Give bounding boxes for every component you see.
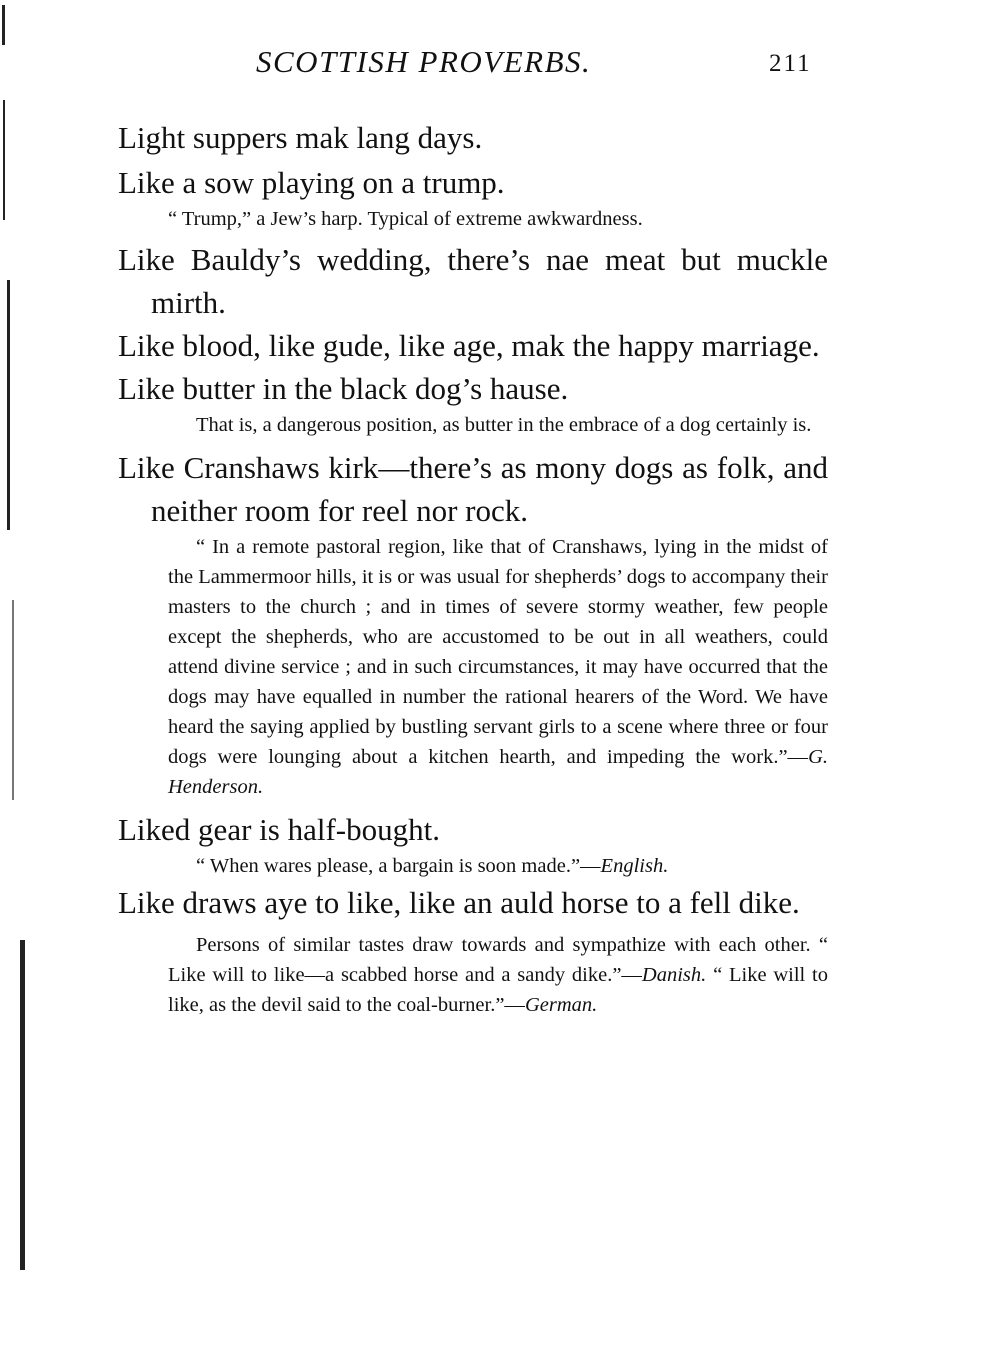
proverb-note — [168, 532, 828, 802]
note-text: “ Like will to like, as the devil said to the coal-burner.”— — [168, 964, 828, 1016]
proverb-list — [118, 116, 828, 1020]
scan-edge-mark — [7, 280, 10, 530]
proverb-note — [168, 851, 828, 881]
running-title: SCOTTISH PROVERBS. — [256, 44, 592, 79]
proverb-note: “ Trump,” a Jew’s harp. Typical of extreme awkwardness. — [168, 208, 643, 230]
note-text: Persons of similar tastes draw towards and sympathize with each other. “ Like will to like—a scabbed horse and a sandy dike.”— — [168, 934, 828, 986]
proverb: Like Bauldy’s wedding, there’s nae meat but muckle mirth. — [118, 242, 828, 320]
note-source: German. — [524, 994, 598, 1016]
scan-edge-mark — [2, 5, 5, 45]
scan-edge-mark — [20, 940, 25, 1270]
note-text: “ When wares please, a bargain is soon made.”— — [196, 855, 601, 877]
proverb: Like a sow playing on a trump. — [118, 165, 505, 200]
note-source: English. — [600, 855, 669, 877]
proverb-note — [168, 930, 828, 1020]
scan-edge-mark — [12, 600, 14, 800]
proverb: Like draws aye to like, like an auld horse to a fell dike. — [118, 885, 800, 920]
proverb: Like Cranshaws kirk—there’s as mony dogs as folk, and neither room for reel nor rock. — [118, 450, 828, 528]
proverb: Like butter in the black dog’s hause. — [118, 371, 569, 406]
note-text: “ In a remote pastoral region, like that of Cranshaws, lying in the midst of the Lammermoor hills, it is or was usual for shepherds’ dogs to accompany their masters to the church ; and in times of severe stormy weather, few people except the shepherds, who are accustomed to be out in all weathers, could attend divine service ; and in such circumstances, it may have occurred that the dogs may have equalled in number the rational hearers of the Word. We have heard the saying applied by bustling servant girls to a scene where three or four dogs were lounging about a kitchen hearth, and impeding the work.”— — [168, 536, 828, 768]
note-source: G. Henderson. — [168, 746, 828, 798]
scan-edge-mark — [3, 100, 5, 220]
proverb: Light suppers mak lang days. — [118, 120, 483, 155]
proverb: Liked gear is half-bought. — [118, 812, 440, 847]
proverb-note: That is, a dangerous position, as butter in the embrace of a dog certainly is. — [196, 414, 812, 436]
note-source: Danish. — [641, 964, 707, 986]
proverb: Like blood, like gude, like age, mak the happy marriage. — [118, 328, 820, 363]
page-number: 211 — [769, 50, 812, 77]
